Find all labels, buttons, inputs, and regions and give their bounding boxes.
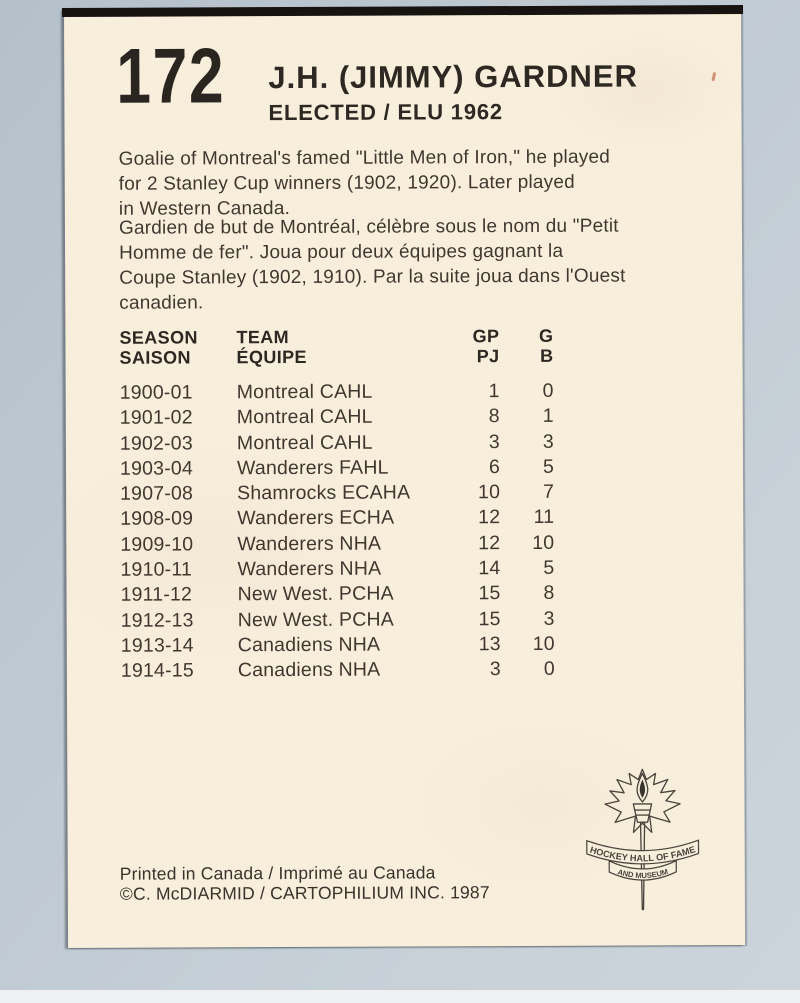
cell-gp: 12	[478, 506, 501, 529]
bio-french-line: canadien.	[119, 292, 204, 314]
player-name: J.H. (JIMMY) GARDNER	[268, 58, 639, 96]
printed-in-canada-line: Printed in Canada / Imprimé au Canada	[119, 862, 436, 884]
cell-gp: 15	[478, 582, 501, 605]
cell-g: 11	[533, 506, 555, 529]
cell-g: 5	[542, 455, 555, 478]
cell-team: New West. PCHA	[237, 582, 394, 606]
bio-english	[119, 144, 719, 222]
cell-gp: 1	[488, 380, 500, 403]
paper-speck	[711, 72, 716, 81]
table-row	[121, 657, 561, 684]
cell-season: 1900-01	[119, 381, 193, 404]
table-row	[120, 505, 560, 532]
header-season: SEASON SAISON	[119, 327, 198, 368]
stats-table-header	[119, 326, 559, 368]
cell-gp: 14	[478, 557, 501, 580]
cell-gp: 13	[478, 633, 501, 656]
cell-g: 10	[532, 632, 555, 655]
cell-season: 1910-11	[120, 558, 193, 581]
cell-gp: 8	[488, 405, 500, 428]
cell-team: Shamrocks ECAHA	[237, 481, 411, 505]
bio-english-line: for 2 Stanley Cup winners (1902, 1920). Later played	[118, 171, 575, 195]
table-row	[120, 379, 560, 406]
torch-handle	[641, 822, 645, 909]
banner-bottom-text: AND MUSEUM	[616, 867, 670, 881]
table-row	[120, 404, 560, 431]
bio-english-line: in Western Canada.	[118, 198, 291, 220]
cell-g: 1	[542, 405, 554, 428]
torch-cup	[633, 804, 651, 822]
bio-french	[119, 213, 719, 316]
maple-leaf-icon	[605, 769, 680, 832]
cell-g: 10	[532, 531, 555, 554]
table-row	[120, 455, 560, 482]
bio-french-line: Coupe Stanley (1902, 1910). Par la suite joua dans l'Ouest	[119, 265, 626, 289]
cell-team: Montreal CAHL	[236, 405, 373, 429]
card-top-edge	[62, 5, 743, 17]
cell-season: 1914-15	[120, 659, 194, 683]
hockey-hall-of-fame-logo	[576, 758, 709, 923]
bio-english-line: Goalie of Montreal's famed "Little Men of Iron," he played	[118, 146, 611, 170]
table-row	[120, 429, 560, 456]
cell-team: Wanderers ECHA	[237, 507, 395, 530]
header-games-played: GP PJ	[472, 326, 500, 367]
cell-team: Canadiens NHA	[237, 658, 381, 682]
cell-team: Wanderers NHA	[237, 557, 382, 581]
cell-season: 1901-02	[119, 406, 193, 430]
cell-season: 1902-03	[119, 432, 193, 455]
scan-edge-strip	[0, 990, 800, 1003]
cell-gp: 10	[477, 481, 501, 504]
cell-season: 1909-10	[120, 533, 194, 556]
torch-flame-inner	[640, 780, 645, 798]
cell-gp: 12	[478, 531, 501, 554]
cell-gp: 3	[489, 658, 501, 681]
bio-french-line: Gardien de but de Montréal, célèbre sous le nom du "Petit	[118, 215, 619, 239]
cell-team: Montreal CAHL	[236, 380, 373, 404]
cell-g: 0	[543, 658, 555, 681]
table-row	[121, 581, 561, 608]
cell-g: 0	[542, 379, 554, 402]
stats-table	[119, 326, 561, 684]
cell-season: 1907-08	[120, 482, 194, 505]
cell-season: 1911-12	[120, 583, 193, 607]
cell-g: 5	[543, 556, 555, 579]
torch-cup-band	[634, 810, 650, 815]
cell-gp: 6	[488, 455, 501, 479]
cell-g: 3	[542, 430, 554, 453]
cell-gp: 3	[488, 430, 500, 453]
trading-card-back	[64, 6, 745, 948]
cell-g: 3	[543, 607, 555, 630]
copyright-line: ©C. McDIARMID / CARTOPHILIUM INC. 1987	[119, 882, 490, 904]
table-row	[120, 556, 560, 583]
banner-top-text: HOCKEY HALL OF FAME	[588, 844, 697, 864]
footer	[120, 862, 490, 904]
cell-gp: 15	[478, 607, 501, 630]
bio-french-line: Homme de fer". Joua pour deux équipes gagnant la	[119, 240, 564, 264]
cell-team: Montreal CAHL	[236, 431, 373, 454]
stats-table-rows	[120, 379, 561, 684]
card-number: 172	[116, 31, 226, 120]
cell-season: 1903-04	[119, 457, 194, 480]
header-team: TEAM ÉQUIPE	[236, 327, 307, 368]
table-row	[121, 607, 561, 634]
cell-team: Wanderers FAHL	[236, 456, 389, 480]
cell-g: 7	[543, 481, 555, 504]
cell-g: 8	[543, 582, 555, 605]
table-row	[120, 480, 560, 507]
table-row	[121, 632, 561, 659]
table-row	[120, 531, 560, 558]
header-goals: G B	[538, 325, 554, 366]
cell-team: Wanderers NHA	[237, 532, 382, 556]
cell-team: New West. PCHA	[237, 608, 395, 631]
cell-season: 1913-14	[120, 634, 194, 657]
cell-team: Canadiens NHA	[237, 633, 381, 657]
cell-season: 1908-09	[120, 507, 194, 531]
cell-season: 1912-13	[120, 609, 194, 632]
elected-year: ELECTED / ELU 1962	[268, 99, 503, 126]
